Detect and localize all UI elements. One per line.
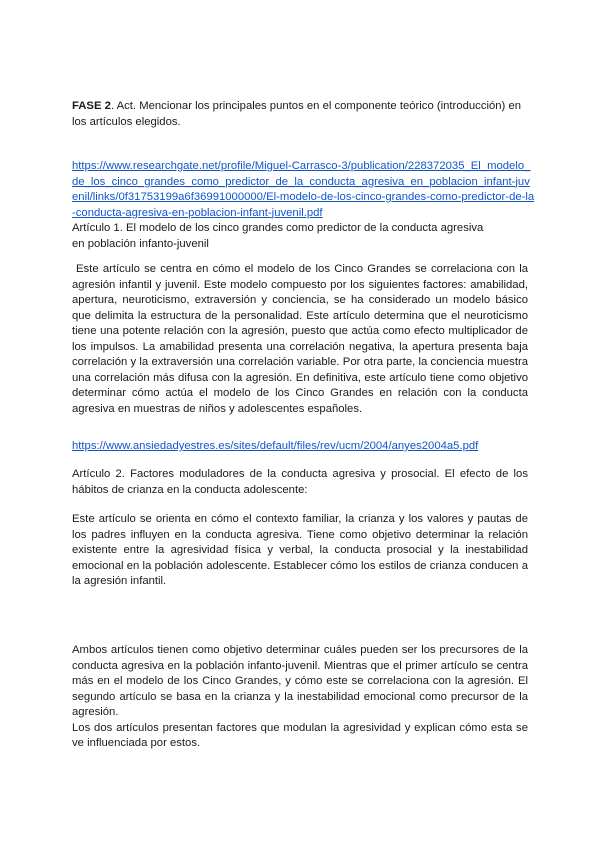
article1-link-line: -conducta-agresiva-en-poblacion-infant-juvenil.pdf [72, 206, 323, 219]
conclusion-paragraph-1: Ambos artículos tienen como objetivo determinar cuáles pueden ser los precursores de la conducta agresiva en la población infanto-juvenil. Mientras que el primer artículo se centra más en el modelo de los Cinco Grandes, y cómo este se correlaciona con la agresión. El segundo artículo se basa en la crianza y la inestabilidad emocional como precursor de la agresión. [72, 644, 528, 718]
article2-link[interactable]: https://www.ansiedadyestres.es/sites/default/files/rev/ucm/2004/anyes2004a5.pdf [72, 440, 479, 452]
article2-summary: Este artículo se orienta en cómo el contexto familiar, la crianza y los valores y pautas de los padres influyen en la conducta agresiva. Tiene como objetivo determinar la relación existente entre la agresividad física y verbal, la conducta prosocial y la inestabilidad emocional en la población adolescente. Establecer cómo los estilos de crianza conducen a la agresión infantil. [72, 513, 528, 587]
article1-title-line: en población infanto-juvenil [72, 237, 209, 250]
article1-link-line: enil/links/0f31753199a6f36991000000/El-modelo-de-los-cinco-grandes-como-predictor-de-la [72, 191, 535, 203]
article1-summary: Este artículo se centra en cómo el modelo de los Cinco Grandes se correlaciona con la agresión infantil y juvenil. Este modelo compuesto por los siguientes factores: amabilidad, apertura, neuroticismo, extraversión y conciencia, se ha considerado un modelo básico que delimita la estructura de la personalidad. Este artículo determina que el neuroticismo tiene una potente relación con la agresión, puesto que actúa como efecto multiplicador de los impulsos. La amabilidad presenta una correlación negativa, la apertura presenta baja correlación y la extraversión una correlación variable. Por otra parte, la conciencia muestra una correlación más difusa con la agresión. En definitiva, este artículo tiene como objetivo determinar cómo actúa el modelo de los Cinco Grandes en relación con la conducta agresiva en muestras de niños y adolescentes españoles. [72, 263, 528, 415]
heading-text: . Act. Mencionar los principales puntos en el componente teórico (introducción) en [110, 100, 522, 112]
heading-line-1 [72, 99, 528, 115]
article1-section [72, 159, 535, 252]
article1-link-line: de_los_cinco_grandes_como_predictor_de_la_conducta_agresiva_en_poblacion_infant-juv [72, 175, 530, 188]
heading-line-2: los artículos elegidos. [72, 115, 181, 128]
article2-title: Artículo 2. Factores moduladores de la conducta agresiva y prosocial. El efecto de los hábitos de crianza en la conducta adolescente: [72, 468, 528, 496]
conclusion-paragraph-2: Los dos artículos presentan factores que modulan la agresividad y explican cómo esta se ve influenciada por estos. [72, 721, 528, 749]
assignment-heading [72, 99, 528, 130]
article1-link[interactable] [72, 159, 535, 221]
article1-title-line: Artículo 1. El modelo de los cinco grandes como predictor de la conducta agresiva [72, 222, 484, 234]
conclusion-section [72, 643, 528, 752]
phase-label: FASE [72, 100, 102, 112]
phase-number: 2 [104, 100, 111, 112]
article1-link-line: https://www.researchgate.net/profile/Miguel-Carrasco-3/publication/228372035_El_modelo_ [72, 160, 531, 172]
